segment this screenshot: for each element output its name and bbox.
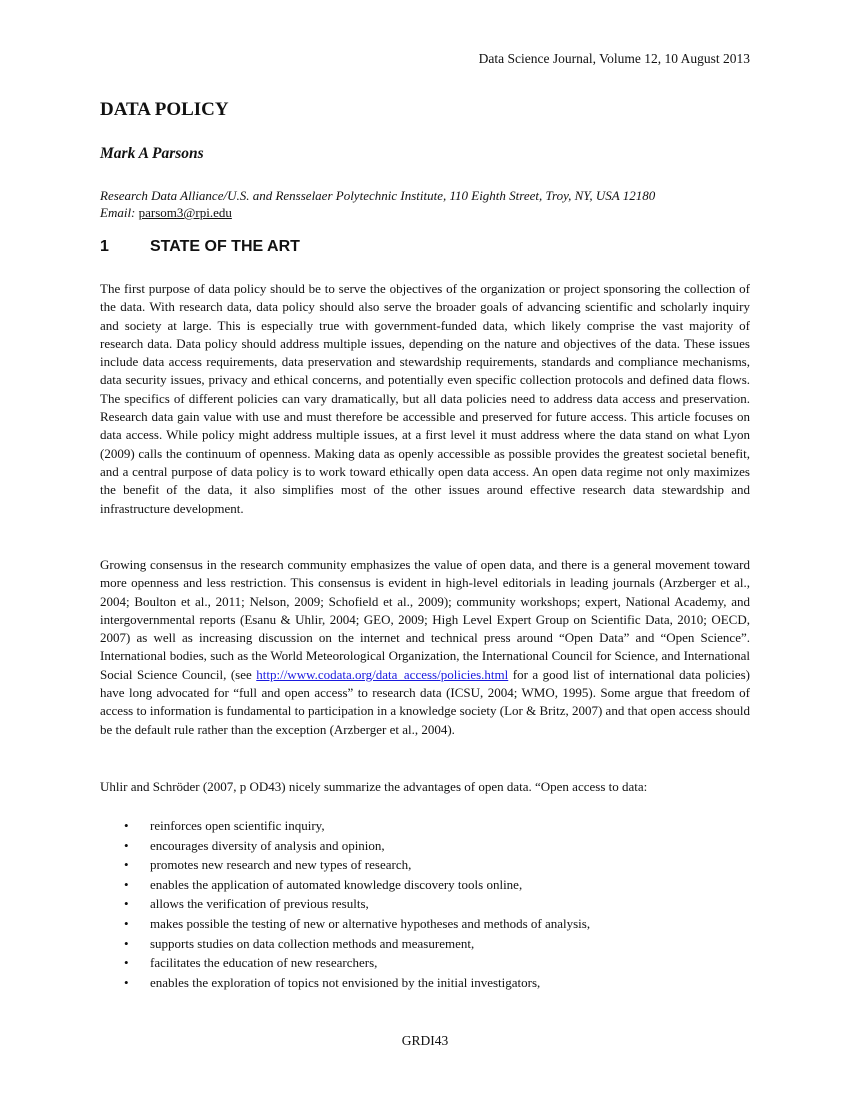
- paragraph-3: Uhlir and Schröder (2007, p OD43) nicely summarize the advantages of open data. “Open access to data:: [100, 779, 648, 794]
- running-head: Data Science Journal, Volume 12, 10 August 2013: [478, 51, 750, 66]
- advantages-list: [100, 816, 750, 992]
- codata-policies-link[interactable]: http://www.codata.org/data_access/policies.html: [256, 666, 509, 682]
- email-line: [100, 204, 655, 221]
- paragraph-2: [100, 556, 750, 739]
- section-heading: [100, 238, 300, 256]
- list-item-text: makes possible the testing of new or alternative hypotheses and methods of analysis,: [150, 915, 591, 931]
- bullet-icon: •: [124, 974, 129, 990]
- bullet-icon: •: [124, 837, 129, 853]
- bullet-icon: •: [124, 857, 129, 873]
- list-item: [100, 894, 750, 914]
- list-item-text: enables the exploration of topics not envisioned by the initial investigators,: [150, 974, 541, 990]
- email-link[interactable]: parsom3@rpi.edu: [138, 205, 232, 220]
- list-item: [100, 875, 750, 895]
- paragraph-1: The first purpose of data policy should be to serve the objectives of the organization or project sponsoring the collection of the data. With research data, data policy should also serve the broader goals of advancing scientific and scholarly inquiry and society at large. This is especially true with government-funded data, which likely comprise the vast majority of research data. Data policy should address multiple issues, depending on the nature and objectives of the data. These issues include data access requirements, data preservation and stewardship requirements, standards and compliance mechanisms, data security issues, privacy and ethical concerns, and potentially even specific collection protocols and defined data flows. The specifics of different policies can vary dramatically, but all data policies need to address data access and preservation. Research data gain value with use and must therefore be accessible and preserved for future access. This article focuses on data access. While policy might address multiple issues, at a first level it must address where the data stand on what Lyon (2009) calls the continuum of openness. Making data as openly accessible as possible provides the greatest societal benefit, and a central purpose of data policy is to work toward ethically open data access. An open data regime not only maximizes the benefit of the data, it also simplifies most of the other issues around effective research data stewardship and infrastructure development.: [100, 281, 750, 516]
- list-item: [100, 914, 750, 934]
- paragraph-2-text-start: Growing consensus in the research community emphasizes the value of open data, and there is a general movement toward more openness and less restriction. This consensus is evident in high-level editorials in leading journals (Arzberger et al., 2004; Boulton et al., 2011; Nelson, 2009; Schofield et al., 2009); community workshops; expert, National Academy, and intergovernmental reports (Esanu & Uhlir, 2004; GEO, 2009; High Level Expert Group on Scientific Data, 2010; OECD, 2007) as well as increasing discussion on the internet and technical press around “Open Data” and “Open Science”. International bodies, such as the World Meteorological Organization, the International Council for Science, and International Social Science Council, (see: [100, 557, 750, 682]
- bullet-icon: •: [124, 818, 129, 833]
- list-item: [100, 953, 750, 973]
- page-footer: GRDI43: [401, 1033, 449, 1048]
- list-item: [100, 973, 750, 993]
- bullet-icon: •: [124, 896, 129, 912]
- paragraph-2-text-end: for a good list of international data policies) have long advocated for “full and open access” to research data (ICSU, 2004; WMO, 1995). Some argue that freedom of access to information is fundamental to participation in a knowledge society (Lor & Britz, 2007) and that open access should be the default rule rather than the exception (Arzberger et al., 2004).: [100, 666, 750, 737]
- author-affiliation-block: [100, 187, 655, 221]
- section-number: 1: [100, 238, 109, 255]
- list-item-text: reinforces open scientific inquiry,: [150, 818, 325, 833]
- section-title: STATE OF THE ART: [150, 238, 300, 255]
- bullet-icon: •: [124, 915, 129, 931]
- affiliation: Research Data Alliance/U.S. and Rensselaer Polytechnic Institute, 110 Eighth Street, Troy, NY, USA 12180: [100, 188, 656, 203]
- list-item: [100, 816, 750, 836]
- list-item-text: enables the application of automated knowledge discovery tools online,: [150, 876, 523, 892]
- email-label: Email:: [100, 205, 136, 220]
- list-item: [100, 855, 750, 875]
- list-item-text: allows the verification of previous results,: [150, 896, 369, 912]
- bullet-icon: •: [124, 876, 129, 892]
- list-item: [100, 934, 750, 954]
- list-item-text: facilitates the education of new researchers,: [150, 955, 378, 971]
- list-item-text: encourages diversity of analysis and opinion,: [150, 837, 385, 853]
- list-item-text: promotes new research and new types of research,: [150, 857, 412, 873]
- bullet-icon: •: [124, 935, 129, 951]
- bullet-icon: •: [124, 955, 129, 971]
- list-item-text: supports studies on data collection methods and measurement,: [150, 935, 475, 951]
- paper-title: DATA POLICY: [100, 99, 229, 120]
- author-name: Mark A Parsons: [100, 145, 204, 162]
- list-item: [100, 836, 750, 856]
